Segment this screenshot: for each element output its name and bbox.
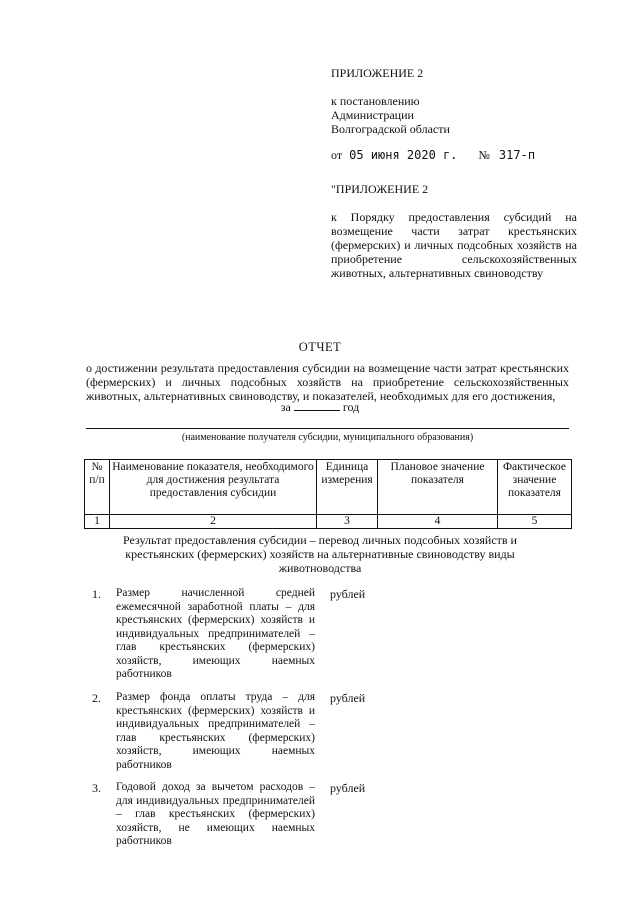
header-cell: Единица измерения — [317, 460, 378, 515]
header-cell: № п/п — [85, 460, 110, 515]
appendix-title: ПРИЛОЖЕНИЕ 2 — [331, 66, 424, 80]
item-text: Размер начисленной средней ежемесячной заработной платы – для крестьянских (фермерских) хозяйств и индивидуальных предпринимателей – глав крестьянских (фермерских) хозяйств, имеющих наемных работников — [116, 587, 315, 680]
date-value: 05 июня 2020 г. — [349, 148, 458, 162]
report-title: ОТЧЕТ — [298, 340, 342, 354]
recipient-caption: (наименование получателя субсидии, муниципального образования) — [181, 432, 474, 443]
item-unit: рублей — [330, 691, 366, 705]
column-number: 2 — [110, 515, 317, 529]
resolution-line-3: Волгоградской области — [331, 122, 450, 136]
item-text: Размер фонда оплаты труда – для крестьянских (фермерских) хозяйств и индивидуальных предпринимателей – глав крестьянских (фермерских) хозяйств, имеющих наемных работников — [116, 691, 315, 771]
column-number: 3 — [317, 515, 378, 529]
result-heading: Результат предоставления субсидии – перевод личных подсобных хозяйств и крестьянских (фермерских) хозяйств на альтернативные свиноводству виды животноводства — [123, 533, 517, 575]
item-number: 1. — [92, 587, 101, 601]
year-suffix: год — [342, 400, 360, 414]
item-number: 2. — [92, 691, 101, 705]
year-blank — [294, 400, 340, 411]
resolution-line-1: к постановлению — [331, 94, 420, 108]
year-prefix: за — [280, 400, 291, 414]
item-unit: рублей — [330, 781, 366, 795]
header-cell: Фактическое значение показателя — [498, 460, 572, 515]
number-value: 317-п — [498, 148, 536, 162]
item-number: 3. — [92, 781, 101, 795]
recipient-line — [86, 428, 569, 429]
resolution-line-2: Администрации — [331, 108, 414, 122]
table-number-row — [85, 515, 572, 529]
report-year-line — [0, 400, 640, 414]
header-cell: Плановое значение показателя — [378, 460, 498, 515]
order-text: к Порядку предоставления субсидий на возмещение части затрат крестьянских (фермерских) и личных подсобных хозяйств на приобретение сельскохозяйственных животных, альтернативных свиноводству — [331, 210, 577, 280]
item-unit: рублей — [330, 587, 366, 601]
report-subtitle: о достижении результата предоставления субсидии на возмещение части затрат крестьянских (фермерских) и личных подсобных хозяйств на приобретение сельскохозяйственных животных, альтернативных свиноводству, и показателей, необходимых для его достижения, — [86, 361, 569, 403]
header-cell: Наименование показателя, необходимого для достижения результата предоставления субсидии — [110, 460, 317, 515]
column-number: 1 — [85, 515, 110, 529]
column-number: 4 — [378, 515, 498, 529]
appendix-quoted-title: "ПРИЛОЖЕНИЕ 2 — [331, 182, 429, 196]
date-line — [331, 148, 577, 162]
appendix-header — [331, 66, 577, 280]
column-number: 5 — [498, 515, 572, 529]
item-text: Годовой доход за вычетом расходов – для индивидуальных предпринимателей – глав крестьянских (фермерских) хозяйств, не имеющих наемных работников — [116, 781, 315, 847]
indicator-table — [84, 459, 572, 529]
table-header-row — [85, 460, 572, 515]
number-prefix: № — [478, 148, 490, 162]
date-prefix: от — [331, 148, 343, 162]
